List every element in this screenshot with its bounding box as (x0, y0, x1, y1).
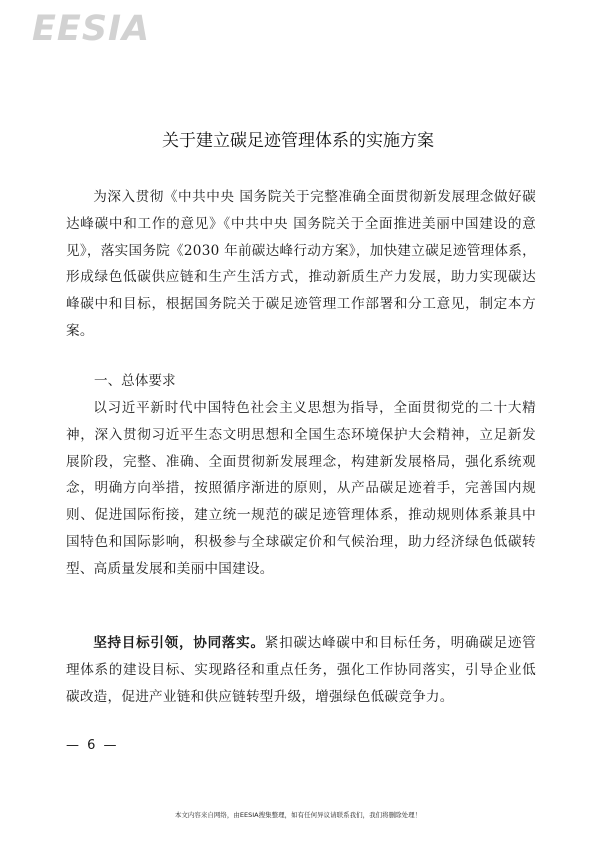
footer-disclaimer: 本文内容来自网络，由EESIA搜集整理，如有任何异议请联系我们，我们将删除处理！ (174, 811, 422, 819)
intro-paragraph: 为深入贯彻《中共中央 国务院关于完整准确全面贯彻新发展理念做好碳达峰碳中和工作的意见》《中共中央 国务院关于全面推进美丽中国建设的意见》，落实国务院《2030 年前碳达峰行动方案》，加快建立碳足迹管理体系，形成绿色低碳供应链和生产生活方式，推动新质生产力发展，助力实现碳达峰碳中和目标，根据国务院关于碳足迹管理工作部署和分工意见，制定本方案。 (66, 189, 536, 339)
general-requirements-paragraph: 以习近平新时代中国特色社会主义思想为指导，全面贯彻党的二十大精神，深入贯彻习近平生态文明思想和全国生态环境保护大会精神，立足新发展阶段，完整、准确、全面贯彻新发展理念，构建新发展格局，强化系统观念，明确方向举措，按照循序渐进的原则，从产品碳足迹着手，完善国内规则、促进国际衔接，建立统一规范的碳足迹管理体系，推动规则体系兼具中国特色和国际影响，积极参与全球碳定价和气候治理，助力经济绿色低碳转型、高质量发展和美丽中国建设。 (66, 400, 536, 577)
principle-paragraph (66, 630, 536, 710)
principle-bold-lead: 坚持目标引领，协同落实。 (93, 635, 265, 651)
eesia-logo: EESIA (32, 9, 151, 49)
page-number: — 6 — (66, 738, 119, 753)
section-heading-general-requirements: 一、总体要求 (94, 373, 176, 389)
principle-body-text: 紧扣碳达峰碳中和目标任务，明确碳足迹管理体系的建设目标、实现路径和重点任务，强化工作协同落实，引导企业低碳改造，促进产业链和供应链转型升级，增强绿色低碳竞争力。 (66, 635, 537, 705)
document-title: 关于建立碳足迹管理体系的实施方案 (162, 131, 434, 151)
